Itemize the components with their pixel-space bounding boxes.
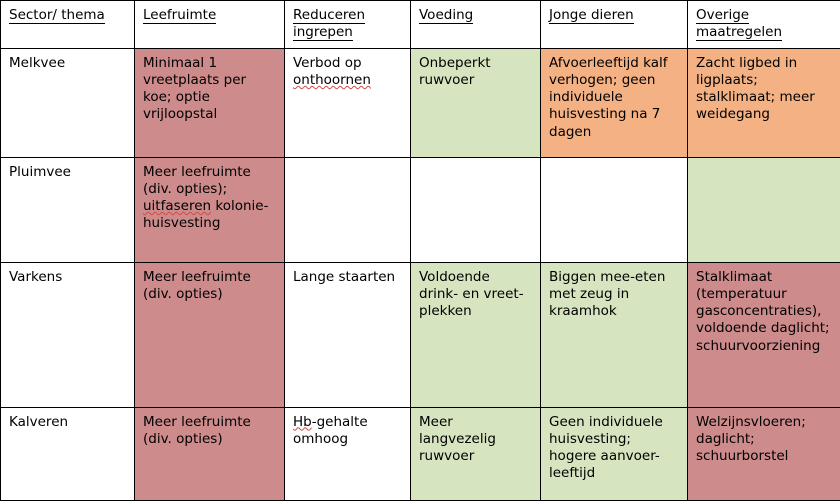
column-header-leefruimte — [135, 1, 285, 49]
cell-melkvee-overige-maatregelen: Zacht ligbed in ligplaats; stalklimaat; meer weidegang — [688, 48, 840, 157]
cell-kalveren-overige-maatregelen: Welzijnsvloeren; daglicht; schuurborstel — [688, 407, 840, 500]
cell-varkens-reduceren-ingrepen: Lange staarten — [285, 262, 411, 407]
cell-melkvee-voeding: Onbeperkt ruwvoer — [411, 48, 541, 157]
row-sector-pluimvee: Pluimvee — [1, 157, 135, 262]
column-header-leefruimte-label: Leefruimte — [143, 7, 216, 24]
cell-kalveren-leefruimte: Meer leefruimte (div. opties) — [135, 407, 285, 500]
cell-kalveren-jonge-dieren: Geen individuele huisvesting; hogere aanvoer-leeftijd — [541, 407, 688, 500]
cell-kalveren-reduceren-ingrepen: Hb-gehalte omhoog — [285, 407, 411, 500]
column-header-voeding-label: Voeding — [419, 7, 473, 24]
column-header-overige-maatregelen-label: Overige maatregelen — [696, 7, 782, 41]
row-sector-varkens: Varkens — [1, 262, 135, 407]
column-header-sector-label: Sector/ thema — [9, 7, 105, 24]
cell-pluimvee-voeding — [411, 157, 541, 262]
header-row — [1, 1, 840, 49]
column-header-sector — [1, 1, 135, 49]
table-row — [1, 48, 840, 157]
table-row — [1, 407, 840, 500]
column-header-reduceren-ingrepen — [285, 1, 411, 49]
cell-pluimvee-overige-maatregelen — [688, 157, 840, 262]
table-body — [1, 48, 840, 500]
row-sector-melkvee: Melkvee — [1, 48, 135, 157]
row-sector-kalveren: Kalveren — [1, 407, 135, 500]
cell-melkvee-reduceren-ingrepen: Verbod op onthoornen — [285, 48, 411, 157]
cell-varkens-leefruimte: Meer leefruimte (div. opties) — [135, 262, 285, 407]
cell-pluimvee-reduceren-ingrepen — [285, 157, 411, 262]
cell-pluimvee-leefruimte: Meer leefruimte (div. opties); uitfaseren kolonie-huisvesting — [135, 157, 285, 262]
cell-pluimvee-jonge-dieren — [541, 157, 688, 262]
column-header-overige-maatregelen — [688, 1, 840, 49]
table-row — [1, 157, 840, 262]
cell-varkens-overige-maatregelen: Stalklimaat (temperatuur gasconcentraties), voldoende daglicht; schuurvoorziening — [688, 262, 840, 407]
cell-varkens-jonge-dieren: Biggen mee-eten met zeug in kraamhok — [541, 262, 688, 407]
column-header-voeding — [411, 1, 541, 49]
table-row — [1, 262, 840, 407]
cell-melkvee-leefruimte: Minimaal 1 vreetplaats per koe; optie vrijloopstal — [135, 48, 285, 157]
column-header-reduceren-ingrepen-label: Reduceren ingrepen — [293, 7, 365, 41]
cell-kalveren-voeding: Meer langvezelig ruwvoer — [411, 407, 541, 500]
cell-melkvee-jonge-dieren: Afvoerleeftijd kalf verhogen; geen individuele huisvesting na 7 dagen — [541, 48, 688, 157]
column-header-jonge-dieren-label: Jonge dieren — [549, 7, 634, 24]
cell-varkens-voeding: Voldoende drink- en vreet-plekken — [411, 262, 541, 407]
table-header — [1, 1, 840, 49]
column-header-jonge-dieren — [541, 1, 688, 49]
